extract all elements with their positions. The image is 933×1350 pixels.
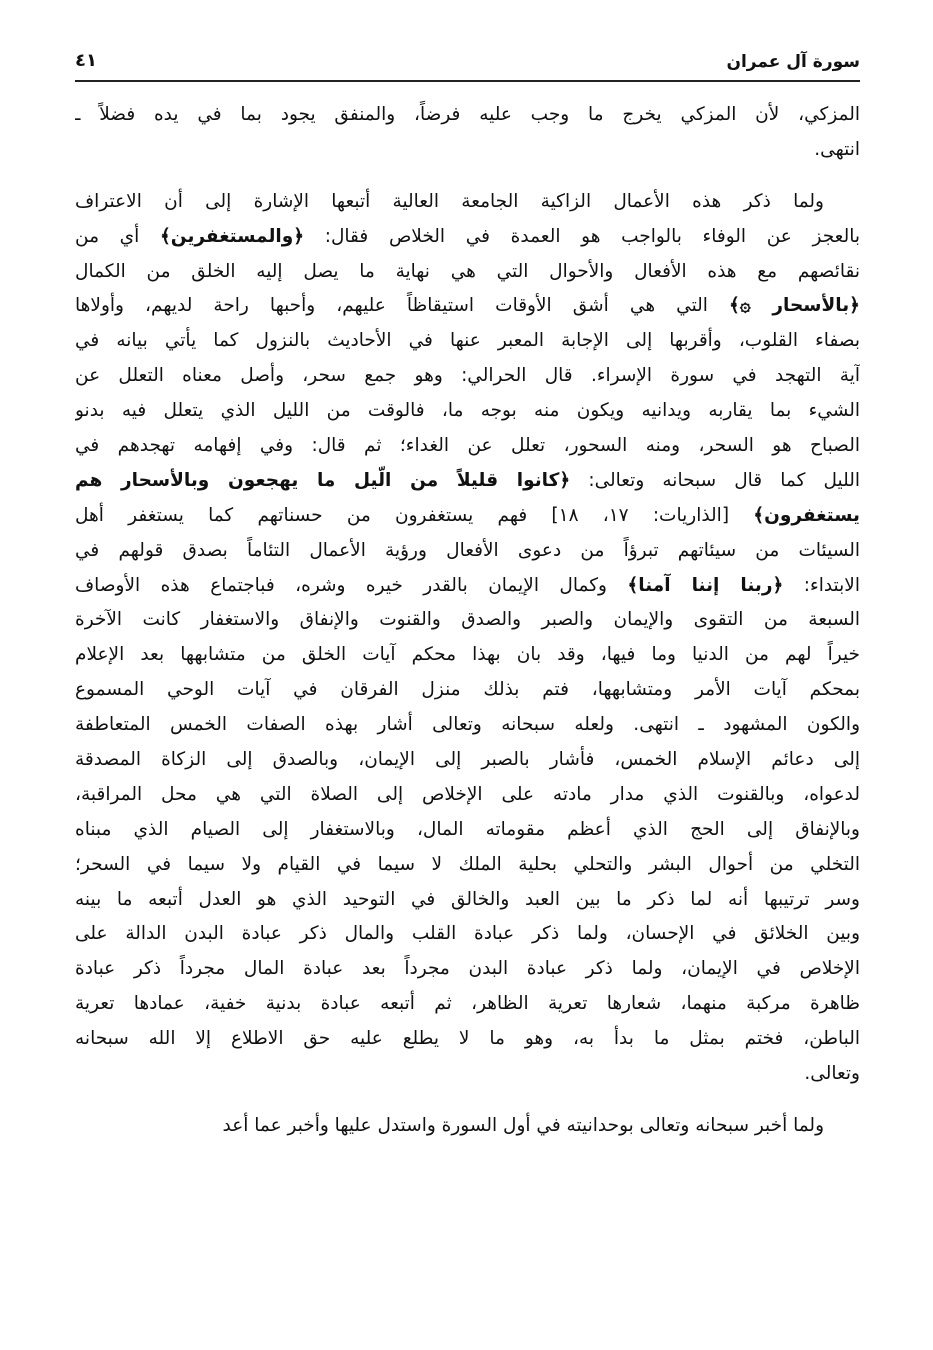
text-line [75, 324, 860, 359]
text-segment: وبالإنفاق إلى الحج الذي أعظم مقوماته المال، وبالاستغفار إلى الصيام الذي مبناه [75, 818, 860, 840]
text-line [75, 603, 860, 638]
text-line [75, 464, 860, 499]
text-line [75, 1109, 860, 1144]
text-line [75, 1057, 860, 1092]
text-line [75, 534, 860, 569]
text-segment: الإخلاص في الإيمان، ولما ذكر عبادة البدن مجرداً بعد عبادة المال مجرداً ذكر عبادة [75, 958, 860, 980]
text-segment: التي هي أشق الأوقات استيقاظاً عليهم، وأحبها راحة لديهم، وأولاها [75, 295, 730, 317]
body-text [75, 98, 860, 1144]
text-segment: بالعجز عن الوفاء بالواجب هو العمدة في الخلاص فقال: [304, 225, 860, 247]
text-line [75, 778, 860, 813]
text-line [75, 499, 860, 534]
text-segment: بصفاء القلوب، وأقربها إلى الإجابة المعبر عنها في الأحاديث بالنزول كما يأتي بيانه في [75, 330, 860, 352]
text-segment: أي من [75, 225, 160, 247]
quran-quote: يستغفرون﴾ [753, 504, 860, 526]
text-segment: خيراً لهم من الدنيا وما فيها، وقد بان بهذا محكم آيات الخلق من متشابهها بعد الإعلام [75, 644, 860, 666]
text-segment: الباطن، فختم بمثل ما بدأ به، وهو ما لا يطلع عليه حق الاطلاع إلا الله سبحانه [75, 1028, 860, 1050]
text-segment: السبعة من التقوى والإيمان والصبر والصدق والقنوت والإنفاق والاستغفار كانت الآخرة [75, 609, 860, 631]
text-segment: الابتداء: [783, 574, 860, 596]
text-segment: [الذاريات: ١٧، ١٨] فهم يستغفرون من حسناتهم كما يستغفر أهل [75, 504, 754, 526]
text-line [75, 638, 860, 673]
text-segment: والكون المشهود ـ انتهى. ولعله سبحانه وتعالى أشار بهذه الصفات الخمس المتعاطفة [75, 714, 860, 736]
text-line [75, 289, 860, 324]
text-line [75, 394, 860, 429]
text-segment: نقائصهم مع هذه الأفعال والأحوال التي هي نهاية ما يصل إليه الخلق من الكمال [75, 260, 860, 282]
text-segment: وكمال الإيمان بالقدر خيره وشره، فباجتماع هذه الأوصاف [75, 574, 628, 596]
text-line [75, 1022, 860, 1057]
text-line [75, 883, 860, 918]
text-line [75, 133, 860, 168]
text-segment: لدعواه، وبالقنوت الذي مدار مادته على الإخلاص إلى الصلاة التي هي محل المراقبة، [75, 783, 860, 805]
text-line [75, 569, 860, 604]
running-header [75, 46, 860, 82]
text-line [75, 673, 860, 708]
text-segment: الليل كما قال سبحانه وتعالى: [570, 469, 860, 491]
text-segment: وتعالى. [804, 1063, 860, 1085]
text-segment: آية التهجد في سورة الإسراء. قال الحرالي: وهو جمع سحر، وأصل معناه التعلل عن [75, 365, 860, 387]
text-segment: وسر ترتيبها أنه لما ذكر ما بين العبد والخالق في التوحيد الذي هو العدل أتبعه ما بينه [75, 888, 860, 910]
quran-quote: ﴿والمستغفرين﴾ [159, 225, 305, 247]
text-line [75, 185, 860, 220]
quran-quote: ﴿بالأسحار ۞﴾ [729, 295, 860, 317]
text-line [75, 708, 860, 743]
text-segment: السيئات من سيئاتهم تبرؤاً من دعوى الأفعال ورؤية الأعمال التئاماً بصدق قولهم في [75, 539, 860, 561]
text-line [75, 220, 860, 255]
text-segment: ولما أخبر سبحانه وتعالى بوحدانيته في أول السورة واستدل عليها وأخبر عما أعد [222, 1114, 824, 1136]
text-line [75, 813, 860, 848]
text-segment: الشيء بما يقاربه ويدانيه ويكون منه بوجه ما، فالوقت من الليل الذي يتعلل فيه بدنو [75, 400, 860, 422]
text-line [75, 848, 860, 883]
surah-title: سورة آل عمران [726, 52, 860, 72]
text-segment: وبين الخلائق في الإحسان، ولما ذكر عبادة القلب والمال ذكر عبادة البدن الدالة على [75, 923, 860, 945]
page-number: ٤١ [75, 50, 97, 71]
text-segment: ظاهرة مركبة منهما، شعارها تعرية الظاهر، ثم أتبعه عبادة بدنية خفية، عمادها تعرية [75, 993, 860, 1015]
text-line [75, 743, 860, 778]
text-segment: بمحكم آيات الأمر ومتشابهها، فتم بذلك منزل الفرقان في آيات الوحي المسموع [75, 679, 860, 701]
text-segment: المزكي، لأن المزكي يخرج ما وجب عليه فرضاً، والمنفق يجود بما في يده فضلاً ـ [75, 104, 860, 125]
text-line [75, 429, 860, 464]
quran-quote: ﴿كانوا قليلاً من الّيل ما يهجعون وبالأسحار هم [75, 469, 571, 491]
text-segment: إلى دعائم الإسلام الخمس، فأشار بالصبر إلى الإيمان، وبالصدق إلى الزكاة المصدقة [75, 749, 860, 771]
text-segment: انتهى. [814, 138, 860, 160]
text-line [75, 255, 860, 290]
text-segment: الصباح هو السحر، ومنه السحور، تعلل عن الغداء؛ ثم قال: وفي إفهامه تهجدهم في [75, 435, 860, 457]
text-segment: التخلي من أحوال البشر والتحلي بحلية الملك لا سيما في القيام ولا سيما في السحر؛ [75, 853, 860, 875]
text-line [75, 917, 860, 952]
text-segment: ولما ذكر هذه الأعمال الزاكية الجامعة العالية أتبعها الإشارة إلى أن الاعتراف [75, 190, 824, 212]
text-line [75, 98, 860, 133]
paragraph-gap [75, 1092, 860, 1109]
text-line [75, 359, 860, 394]
text-line [75, 987, 860, 1022]
text-line [75, 952, 860, 987]
quran-quote: ﴿ربنا إننا آمنا﴾ [627, 574, 784, 596]
paragraph-gap [75, 168, 860, 185]
